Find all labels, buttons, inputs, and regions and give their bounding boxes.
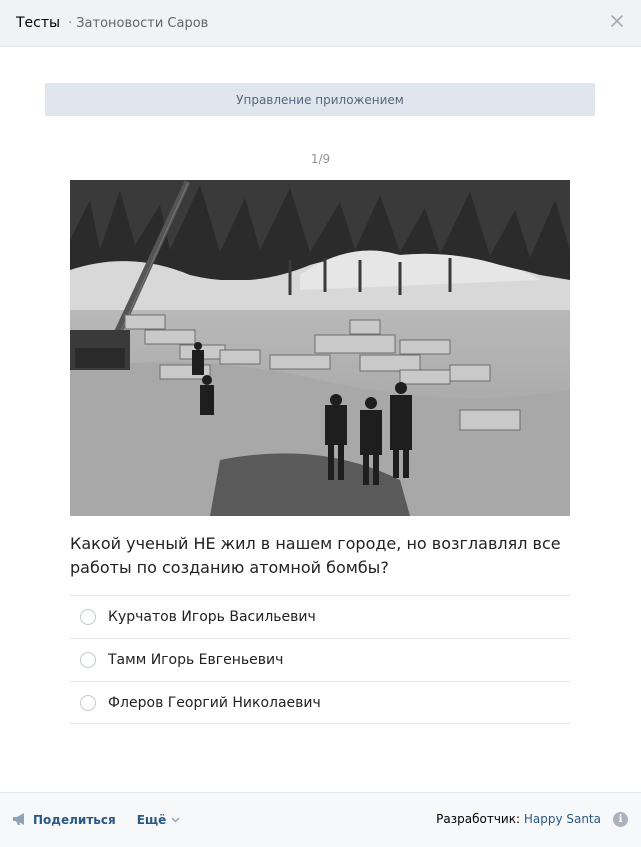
close-icon[interactable]: [607, 11, 627, 31]
answer-option[interactable]: [70, 638, 570, 681]
megaphone-icon: [12, 811, 28, 830]
share-button[interactable]: [12, 811, 116, 830]
answer-label: Тамм Игорь Евгеньевич: [108, 652, 284, 668]
developer-prefix: Разработчик:: [436, 812, 520, 826]
radio-button[interactable]: [80, 695, 96, 711]
developer-info: [436, 812, 601, 826]
title-separator: ·: [68, 15, 73, 31]
app-title[interactable]: Тесты: [16, 15, 61, 31]
answer-label: Флеров Георгий Николаевич: [108, 694, 321, 711]
radio-button[interactable]: [80, 609, 96, 625]
answer-option[interactable]: [70, 595, 570, 638]
question-counter: 1/9: [310, 152, 331, 166]
info-icon[interactable]: i: [613, 812, 628, 827]
developer-link[interactable]: Happy Santa: [523, 812, 601, 826]
manage-app-button[interactable]: Управление приложением: [45, 83, 595, 116]
more-label: Ещё: [136, 813, 167, 827]
more-button[interactable]: [137, 813, 181, 827]
radio-button[interactable]: [80, 652, 96, 668]
answer-option[interactable]: [70, 681, 570, 724]
question-text: Какой ученый НЕ жил в нашем городе, но возглавлял все работы по созданию атомной бомбы?: [70, 534, 561, 577]
app-footer: [0, 792, 641, 847]
chevron-down-icon: [171, 817, 180, 823]
app-subtitle[interactable]: Затоновости Саров: [76, 15, 209, 31]
question-photo: [70, 180, 570, 516]
app-header: [0, 0, 641, 47]
answers-list: [70, 595, 570, 724]
share-label: Поделиться: [33, 813, 116, 827]
answer-label: Курчатов Игорь Васильевич: [108, 609, 316, 625]
